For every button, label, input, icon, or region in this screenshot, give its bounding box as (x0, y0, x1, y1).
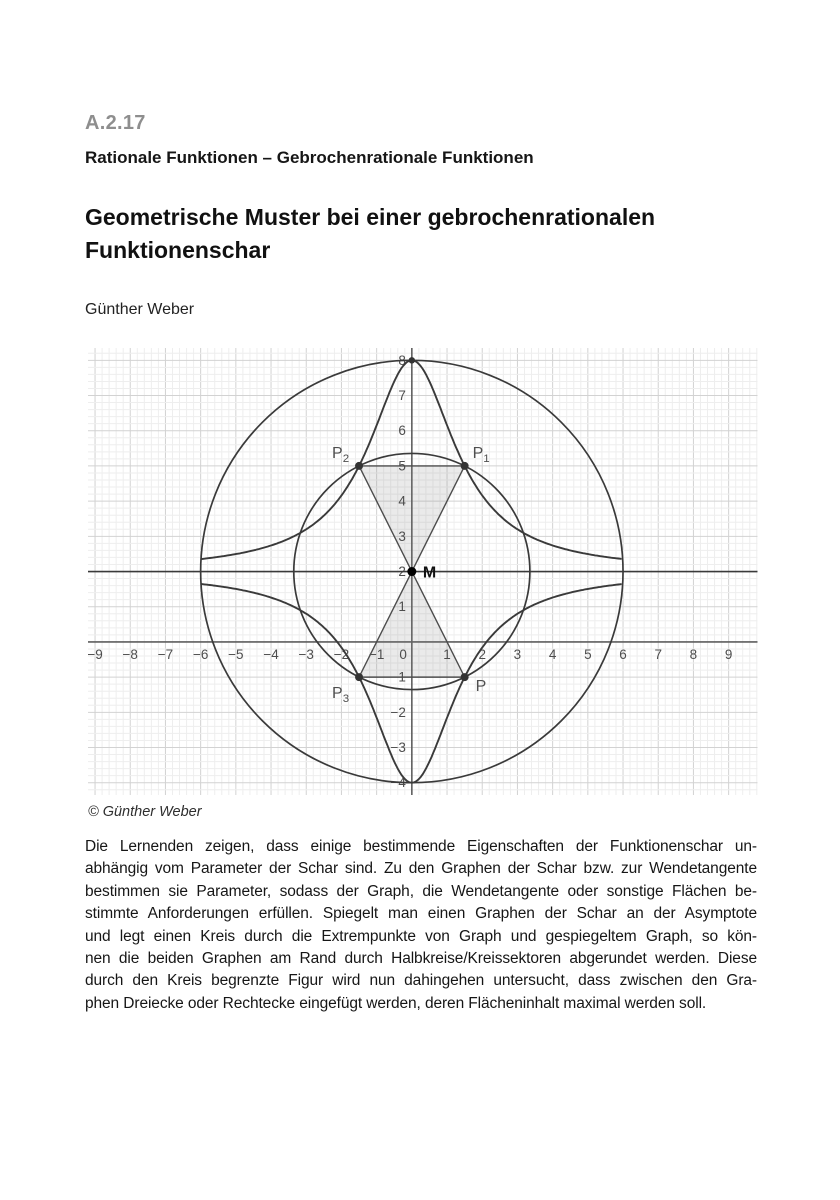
y-tick-label: 7 (398, 388, 406, 404)
x-tick-label: −1 (368, 646, 385, 662)
y-tick-label: 5 (398, 458, 406, 474)
page-title-line2: Funktionenschar (85, 237, 271, 263)
x-tick-label: 0 (399, 646, 407, 662)
x-tick-label: 6 (619, 646, 627, 662)
topic-heading: Rationale Funktionen – Gebrochenrationale Funktionen (85, 148, 534, 167)
x-tick-label: −9 (88, 646, 103, 662)
x-tick-label: −8 (122, 646, 138, 662)
function-plot-figure (88, 348, 758, 795)
x-tick-label: −3 (298, 646, 314, 662)
x-tick-label: −6 (192, 646, 209, 662)
author-name: Günther Weber (85, 301, 195, 318)
point-dot-P2 (355, 462, 363, 470)
unit-code: A.2.17 (85, 112, 146, 134)
point-label-P3: $P_3$ (332, 685, 350, 706)
x-tick-label: 8 (689, 646, 698, 662)
y-tick-label: 3 (398, 528, 406, 544)
body-line: durch den Kreis begrenzte Figur wird nun dahingehen untersucht, dass zwischen den Gra- (85, 972, 757, 990)
point-dot-P1 (461, 462, 469, 470)
x-tick-label: −2 (333, 646, 350, 662)
extremum-dot (409, 357, 415, 363)
body-line: stimmte Anforderungen erfüllen. Spiegelt man einen Graphen der Schar an der Asymptote (85, 905, 757, 923)
point-dot-P (461, 673, 469, 681)
body-line: und legt einen Kreis durch die Extrempunkte von Graph und gespiegeltem Graph, so kön- (85, 927, 757, 945)
body-line: abhängig vom Parameter der Schar sind. Zu den Graphen der Schar bzw. zur Wendetangente (85, 860, 757, 878)
page-title (85, 201, 655, 267)
body-paragraph (85, 836, 757, 1015)
body-line: bestimmen sie Parameter, sodass der Graph, die Wendetangente oder sonstige Flächen be- (85, 882, 757, 900)
x-tick-label: −7 (157, 646, 174, 662)
x-tick-label: 3 (513, 646, 522, 662)
y-tick-label: 4 (398, 493, 406, 509)
y-tick-label: 6 (398, 423, 406, 439)
y-tick-label: −4 (390, 775, 406, 791)
x-tick-label: −4 (263, 646, 279, 662)
coordinate-system-plot (88, 348, 758, 795)
point-dot-P3 (355, 673, 363, 681)
x-tick-label: 2 (478, 646, 486, 662)
x-tick-label: 7 (654, 646, 662, 662)
point-label-P2: $P_2$ (332, 444, 350, 465)
x-tick-label: 9 (724, 646, 733, 662)
figure-copyright: © Günther Weber (88, 804, 202, 820)
page-title-line1: Geometrische Muster bei einer gebrochenrationalen (85, 204, 656, 230)
y-tick-label: −2 (390, 704, 406, 720)
point-label-M: M (422, 564, 437, 582)
y-tick-label: 8 (398, 352, 406, 368)
y-tick-label: −1 (390, 669, 406, 685)
point-label-P1: $P_1$ (472, 444, 490, 465)
body-line: Die Lernenden zeigen, dass einige bestimmende Eigenschaften der Funktionenschar un- (85, 838, 757, 855)
y-tick-label: −3 (390, 740, 406, 756)
body-line: nen die beiden Graphen am Rand durch Halbkreise/Kreissektoren abgerundet werden. Diese (85, 950, 757, 968)
point-label-P: P (475, 678, 487, 696)
x-tick-label: 1 (443, 646, 451, 662)
point-dot-M (407, 567, 416, 576)
x-tick-label: −5 (228, 646, 244, 662)
upper-triangle (359, 466, 465, 572)
body-line: phen Dreiecke oder Rechtecke eingefügt werden, deren Flächeninhalt maximal werden soll. (85, 994, 707, 1012)
y-tick-label: 2 (398, 564, 406, 580)
x-tick-label: 5 (584, 646, 592, 662)
y-tick-label: 1 (398, 599, 406, 615)
x-tick-label: 4 (548, 646, 557, 662)
